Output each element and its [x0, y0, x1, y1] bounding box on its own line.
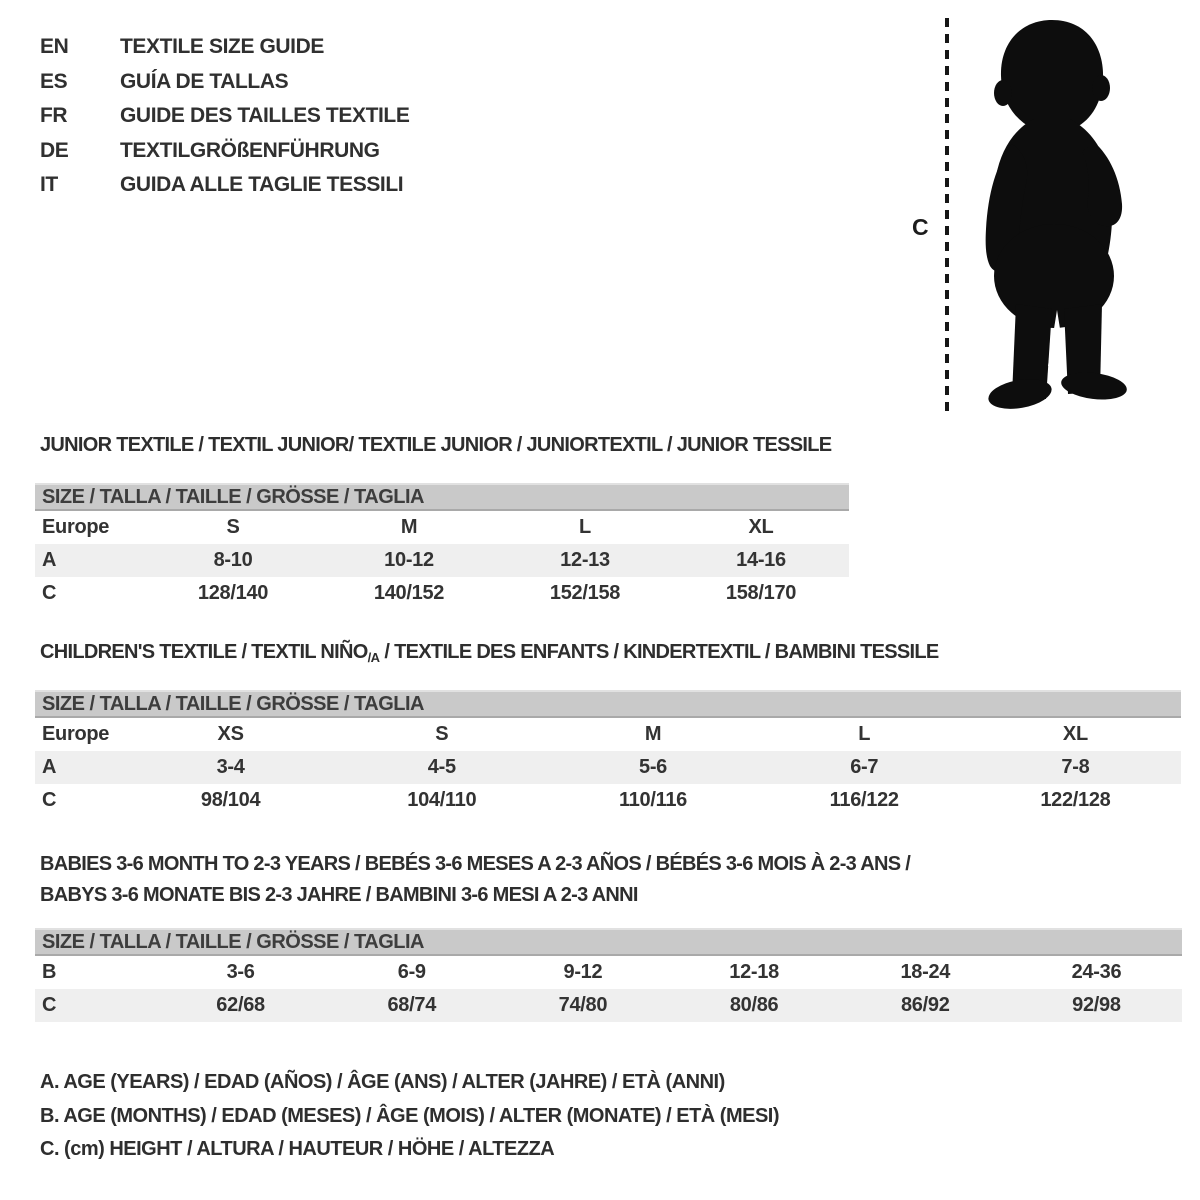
language-code: EN — [40, 35, 69, 59]
table-cell: 6-9 — [397, 961, 426, 983]
language-row — [40, 30, 409, 65]
table-cell: XL — [1062, 723, 1088, 745]
table-cell: S — [226, 516, 240, 538]
table-cell: 10-12 — [384, 549, 434, 571]
babies-size-table — [35, 928, 1182, 1022]
height-figure — [900, 14, 1190, 420]
table-cell: L — [579, 516, 591, 538]
junior-section-title: JUNIOR TEXTILE / TEXTIL JUNIOR/ TEXTILE JUNIOR / JUNIORTEXTIL / JUNIOR TESSILE — [40, 434, 832, 456]
language-header — [40, 30, 409, 203]
size-header-label: SIZE / TALLA / TAILLE / GRÖSSE / TAGLIA — [42, 692, 424, 715]
language-code: DE — [40, 138, 69, 162]
table-cell: L — [858, 723, 871, 745]
table-cell: 8-10 — [213, 549, 253, 571]
table-cell: 24-36 — [1071, 961, 1122, 983]
language-title: GUIDA ALLE TAGLIE TESSILI — [120, 173, 404, 197]
table-cell: 4-5 — [427, 756, 456, 778]
language-code: ES — [40, 69, 68, 93]
children-size-table — [35, 690, 1181, 817]
row-label: B — [42, 961, 57, 983]
height-measure-label: C — [912, 214, 929, 240]
language-code: FR — [40, 104, 68, 128]
children-title-part1: CHILDREN'S TEXTILE / TEXTIL NIÑO — [40, 641, 368, 663]
table-cell: 5-6 — [639, 756, 668, 778]
babies-title-line1: BABIES 3-6 MONTH TO 2-3 YEARS / BEBÉS 3-6 MESES A 2-3 AÑOS / BÉBÉS 3-6 MOIS À 2-3 ANS / — [40, 853, 911, 875]
table-cell: 18-24 — [900, 961, 951, 983]
table-cell: M — [644, 723, 662, 745]
footnote-line: B. AGE (MONTHS) / EDAD (MESES) / ÂGE (MOIS) / ALTER (MONATE) / ETÀ (MESI) — [40, 1104, 780, 1127]
table-cell: 158/170 — [725, 582, 797, 604]
language-row — [40, 168, 409, 203]
table-cell: 104/110 — [407, 789, 477, 811]
row-label: C — [42, 582, 57, 604]
table-cell: 140/152 — [373, 582, 445, 604]
size-header-label: SIZE / TALLA / TAILLE / GRÖSSE / TAGLIA — [42, 930, 424, 953]
table-row — [35, 784, 1181, 817]
table-cell: 74/80 — [558, 994, 608, 1016]
table-row — [35, 544, 849, 577]
table-cell: 116/122 — [829, 789, 899, 811]
height-measure-line-icon — [944, 16, 950, 416]
language-title: GUIDE DES TAILLES TEXTILE — [120, 104, 410, 128]
row-label: C — [42, 994, 57, 1016]
table-cell: 6-7 — [850, 756, 879, 778]
children-title-subscript: /A — [367, 650, 380, 665]
language-row — [40, 65, 409, 100]
table-cell: 14-16 — [736, 549, 786, 571]
row-label: A — [42, 549, 57, 571]
language-code: IT — [40, 173, 58, 197]
table-cell: 110/116 — [619, 789, 687, 811]
language-row — [40, 134, 409, 169]
size-header-bar — [35, 690, 1181, 718]
table-cell: 80/86 — [729, 994, 779, 1016]
table-cell: 7-8 — [1061, 756, 1090, 778]
language-title: TEXTILE SIZE GUIDE — [120, 35, 324, 59]
table-cell: S — [435, 723, 449, 745]
baby-silhouette-icon — [964, 14, 1139, 414]
table-cell: 152/158 — [549, 582, 621, 604]
table-cell: 86/92 — [900, 994, 950, 1016]
footnote-line: C. (cm) HEIGHT / ALTURA / HAUTEUR / HÖHE / ALTEZZA — [40, 1138, 555, 1160]
size-header-bar — [35, 483, 849, 511]
junior-size-table — [35, 483, 849, 610]
table-row — [35, 989, 1182, 1022]
table-row — [35, 718, 1181, 751]
table-cell: 12-13 — [560, 549, 610, 571]
children-section-title — [40, 641, 939, 665]
footnotes — [40, 1066, 779, 1167]
row-label: Europe — [42, 723, 110, 745]
row-label: Europe — [42, 516, 110, 538]
language-title: GUÍA DE TALLAS — [120, 69, 289, 93]
table-cell: 92/98 — [1072, 994, 1121, 1016]
table-cell: 98/104 — [200, 789, 261, 811]
table-cell: M — [400, 516, 418, 538]
table-cell: 3-6 — [226, 961, 255, 983]
table-cell: 3-4 — [216, 756, 245, 778]
table-cell: 122/128 — [1040, 789, 1111, 811]
language-row — [40, 99, 409, 134]
table-cell: 12-18 — [729, 961, 779, 983]
babies-title-line2: BABYS 3-6 MONATE BIS 2-3 JAHRE / BAMBINI 3-6 MESI A 2-3 ANNI — [40, 884, 638, 906]
children-title-part2: / TEXTILE DES ENFANTS / KINDERTEXTIL / BAMBINI TESSILE — [379, 641, 939, 663]
table-cell: 62/68 — [216, 994, 265, 1016]
babies-section-title — [40, 849, 910, 911]
row-label: C — [42, 789, 57, 811]
size-header-label: SIZE / TALLA / TAILLE / GRÖSSE / TAGLIA — [42, 485, 424, 508]
table-row — [35, 511, 849, 544]
language-title: TEXTILGRÖßENFÜHRUNG — [120, 138, 380, 162]
table-cell: XS — [217, 723, 244, 745]
table-row — [35, 577, 849, 610]
table-cell: 9-12 — [563, 961, 603, 983]
row-label: A — [42, 756, 57, 778]
size-header-bar — [35, 928, 1182, 956]
table-cell: 128/140 — [197, 582, 269, 604]
table-cell: XL — [748, 516, 774, 538]
table-row — [35, 751, 1181, 784]
table-row — [35, 956, 1182, 989]
table-cell: 68/74 — [387, 994, 437, 1016]
footnote-line: A. AGE (YEARS) / EDAD (AÑOS) / ÂGE (ANS) / ALTER (JAHRE) / ETÀ (ANNI) — [40, 1071, 725, 1093]
